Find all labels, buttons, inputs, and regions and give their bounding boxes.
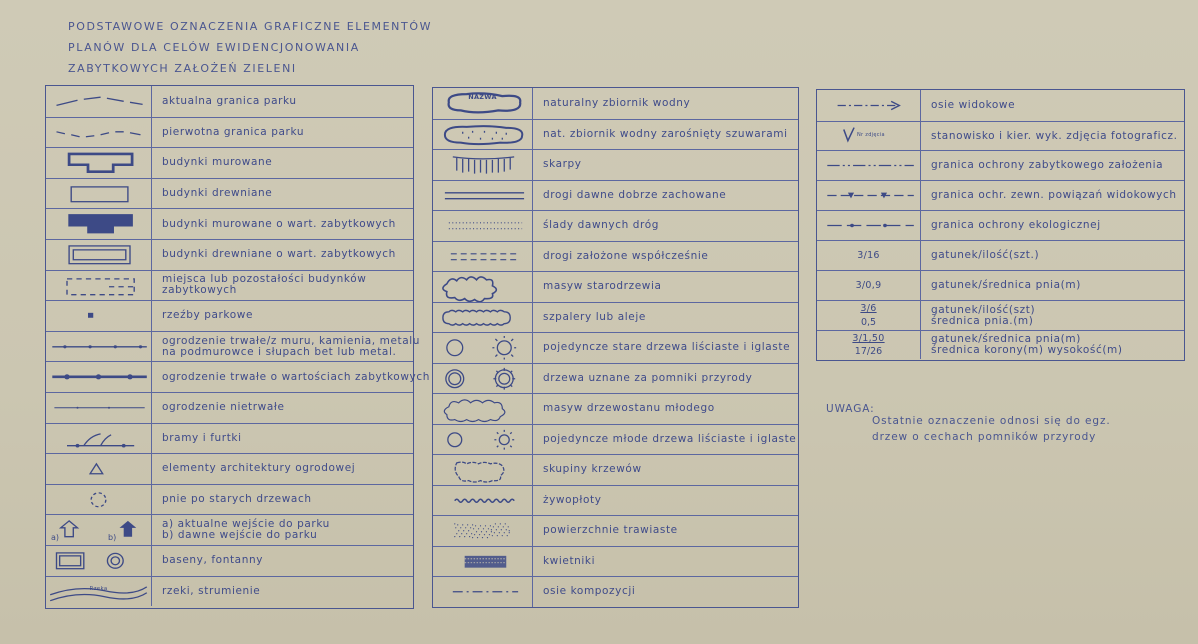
legend-row [46,239,413,270]
legend-description [162,301,253,331]
symbol-text: Nr zdjęcia [857,132,885,138]
legend-symbol-cell [46,148,152,178]
legend-row [817,121,1184,150]
legend-symbol-cell [433,88,533,119]
legend-symbol-cell [817,181,921,210]
legend-label: elementy architektury ogrodowej [162,462,356,475]
legend-label: naturalny zbiornik wodny [543,96,691,109]
legend-label: budynki murowane [162,156,273,169]
legend-row [433,180,798,211]
legend-row [46,361,430,392]
title-line-3: ZABYTKOWYCH ZAŁOŻEŃ ZIELENI [68,62,297,75]
legend-label: masyw drzewostanu młodego [543,402,715,415]
legend-symbol-cell [433,394,533,424]
legend-row [46,270,413,301]
legend-row [433,210,798,241]
legend-label: rzeki, strumienie [162,584,261,597]
symbol-text: 3/16 [857,250,880,261]
legend-row [46,423,413,454]
legend-symbol-cell [433,486,533,516]
legend-row [433,241,798,272]
legend-description [162,332,420,362]
legend-row [433,119,798,150]
legend-row [433,454,798,485]
legend-description [162,271,366,301]
legend-description [543,516,678,546]
legend-description [543,120,788,150]
legend-description [162,86,297,117]
legend-label: granica ochrony zabytkowego założenia [931,159,1164,171]
legend-row [433,424,798,455]
note-heading: UWAGA: [826,403,875,415]
legend-description [543,150,582,180]
legend-description [931,181,1177,210]
legend-description [543,272,662,302]
legend-row [46,331,421,362]
legend-description [543,211,659,241]
legend-label-2: średnica pnia.(m) [931,314,1034,327]
legend-table-2 [432,87,799,608]
symbol-text: Rzeka [89,585,108,592]
legend-symbol-cell [46,86,152,117]
legend-row [433,149,798,180]
legend-row [433,363,798,394]
legend-description [931,241,1039,270]
symbol-text: NAZWA [468,93,497,101]
legend-symbol-cell [433,364,533,394]
legend-symbol-cell [817,90,921,121]
legend-symbol-cell [46,393,152,423]
legend-description [931,271,1081,300]
title-line-2: PLANÓW DLA CELÓW EWIDENCJONOWANIA [68,41,360,54]
legend-label: gatunek/ilość(szt.) [931,249,1040,261]
legend-symbol-cell [817,151,921,180]
legend-symbol-cell [433,577,533,607]
title-line-1: PODSTAWOWE OZNACZENIA GRAFICZNE ELEMENTÓW [68,20,433,33]
legend-symbol-cell [433,516,533,546]
legend-description [162,393,285,423]
legend-label: miejsca lub pozostałości budynków [162,273,367,286]
legend-label: skupiny krzewów [543,463,642,476]
legend-label: aktualna granica parku [162,94,297,107]
legend-label: baseny, fontanny [162,554,264,567]
legend-symbol-cell [817,331,921,359]
legend-row [817,210,1184,240]
legend-label: pojedyncze stare drzewa liściaste i iglaste [543,341,791,354]
legend-symbol-cell [817,271,921,300]
legend-label: a) aktualne wejście do parku [162,518,330,531]
legend-row [46,576,413,607]
note-line-2: drzew o cechach pomników przyrody [872,431,1097,443]
legend-label: pnie po starych drzewach [162,493,312,506]
legend-description [931,90,1015,121]
legend-symbol-cell [433,242,533,272]
legend-row [46,453,413,484]
legend-symbol-cell [817,211,921,240]
legend-symbol-cell [46,209,152,239]
legend-symbol-cell [817,241,921,270]
legend-row [817,270,1184,300]
legend-symbol-cell [46,362,152,392]
legend-label: budynki drewniane [162,187,273,200]
legend-symbol-cell [46,240,152,270]
legend-description [543,181,726,211]
legend-symbol-cell [433,547,533,577]
legend-label: ogrodzenie nietrwałe [162,401,285,414]
legend-row [817,300,1184,330]
legend-symbol-cell [46,546,152,576]
legend-label: pojedyncze młode drzewa liściaste i iglaste [543,432,797,445]
legend-label: rzeźby parkowe [162,309,254,322]
legend-row [46,392,413,423]
legend-description [931,151,1163,180]
legend-label-2: zabytkowych [162,284,237,297]
legend-label: ślady dawnych dróg [543,219,659,232]
legend-symbol-cell [46,515,152,545]
legend-description [543,364,752,394]
legend-description [543,486,602,516]
legend-description [162,424,242,454]
legend-description [162,577,260,607]
legend-label: drogi założone współcześnie [543,249,709,262]
legend-symbol-cell [46,271,152,301]
legend-symbol-cell [817,122,921,150]
legend-description [162,118,304,148]
legend-description [162,148,272,178]
legend-label-2: b) dawne wejście do parku [162,529,318,542]
legend-label: nat. zbiornik wodny zarośnięty szuwarami [543,127,788,140]
legend-description [162,240,396,270]
legend-symbol-cell [46,424,152,454]
legend-row [433,515,798,546]
legend-label: powierzchnie trawiaste [543,524,678,537]
legend-symbol-cell [433,181,533,211]
legend-description [162,362,430,392]
legend-row [433,546,798,577]
legend-row [817,90,1184,121]
legend-symbol-cell [46,485,152,515]
legend-symbol-cell [433,425,533,455]
legend-description [162,515,330,545]
legend-row [817,330,1184,359]
legend-symbol-cell [46,301,152,331]
legend-label: gatunek/średnica pnia(m) [931,333,1081,345]
legend-description [543,547,595,577]
legend-label: osie widokowe [931,99,1016,111]
legend-row [46,86,413,117]
legend-label: stanowisko i kier. wyk. zdjęcia fotograficz. [931,129,1178,142]
legend-description [931,211,1101,240]
legend-description [931,301,1035,330]
legend-table-1 [45,85,430,609]
legend-label: gatunek/średnica pnia(m) [931,279,1081,291]
legend-row [46,514,413,545]
legend-symbol-cell [46,454,152,484]
legend-label: budynki drewniane o wart. zabytkowych [162,248,396,261]
legend-symbol-cell [46,179,152,209]
legend-symbol-cell [433,120,533,150]
legend-description [162,485,312,515]
legend-label: drzewa uznane za pomniki przyrody [543,371,753,384]
legend-label: żywopłoty [543,493,602,506]
legend-label: masyw starodrzewia [543,280,662,293]
legend-label-2: na podmurowce i słupach bet lub metal. [162,345,397,358]
legend-label: budynki murowane o wart. zabytkowych [162,217,396,230]
legend-row [433,332,798,363]
legend-label: bramy i furtki [162,431,242,444]
legend-description [543,394,715,424]
legend-row [817,150,1184,180]
legend-row [46,545,413,576]
legend-label: pierwotna granica parku [162,125,305,138]
legend-description [543,455,642,485]
symbol-text-2: 0,5 [860,317,877,328]
legend-row [433,302,798,333]
symbol-label-b: b) [108,532,117,542]
legend-description [162,546,263,576]
legend-description [543,303,646,333]
legend-row [433,393,798,424]
legend-symbol-cell [433,333,533,363]
legend-symbol-cell [433,455,533,485]
legend-description [162,209,396,239]
legend-row [46,147,413,178]
legend-label: granica ochr. zewn. powiązań widokowych [931,189,1177,201]
legend-row [46,300,413,331]
legend-description [931,122,1178,150]
legend-description [162,454,355,484]
symbol-label-a: a) [51,532,60,542]
legend-symbol-cell [433,303,533,333]
legend-description [162,179,272,209]
legend-symbol-cell [46,332,152,362]
legend-row [46,178,413,209]
legend-symbol-cell [433,272,533,302]
symbol-text: 3/6 [860,303,877,314]
note-line-1: Ostatnie oznaczenie odnosi się do egz. [872,415,1111,427]
legend-label: granica ochrony ekologicznej [931,219,1101,231]
legend-description [543,577,635,607]
legend-label: szpalery lub aleje [543,310,646,323]
legend-row [46,208,413,239]
symbol-text: 3/0,9 [855,280,882,291]
legend-label: ogrodzenie trwałe o wartościach zabytkowych [162,370,430,383]
legend-label: drogi dawne dobrze zachowane [543,188,727,201]
symbol-text-2: 17/26 [854,346,883,357]
legend-description [931,331,1123,359]
legend-row [433,271,798,302]
legend-row [46,484,413,515]
legend-label: skarpy [543,158,582,171]
legend-label-2: średnica korony(m) wysokość(m) [931,344,1123,356]
legend-description [543,425,796,455]
legend-description [543,333,790,363]
legend-row [433,88,798,119]
legend-label: osie kompozycji [543,585,636,598]
legend-row [817,240,1184,270]
legend-row [433,485,798,516]
legend-label: gatunek/ilość(szt) [931,303,1036,316]
legend-symbol-cell [433,211,533,241]
legend-symbol-cell [433,150,533,180]
legend-label: ogrodzenie trwałe/z muru, kamienia, metalu [162,334,421,347]
legend-symbol-cell [46,577,152,607]
symbol-text: 3/1,50 [852,333,885,344]
legend-row [46,117,413,148]
legend-table-3 [816,89,1185,361]
legend-symbol-cell [817,301,921,330]
legend-row [817,180,1184,210]
legend-description [543,242,708,272]
legend-description [543,88,690,119]
legend-label: kwietniki [543,554,596,567]
legend-row [433,576,798,607]
legend-symbol-cell [46,118,152,148]
